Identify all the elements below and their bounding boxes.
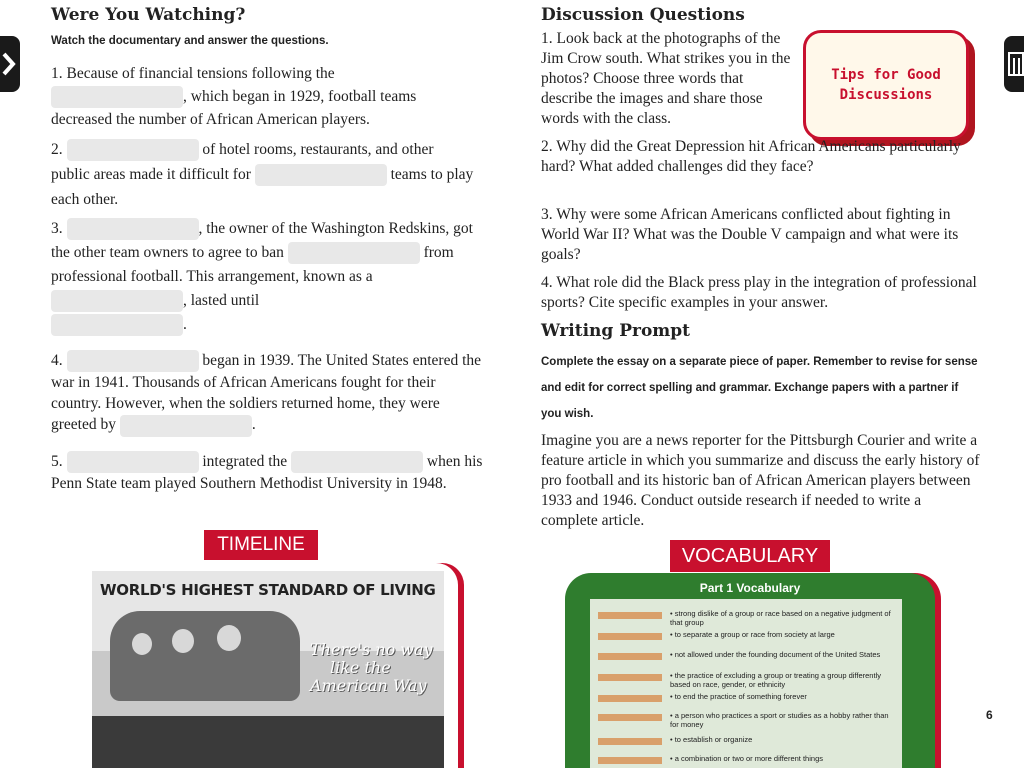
vocab-definition-text: the practice of excluding a group or treating a group differently based on race, gender, or ethnicity: [670, 671, 881, 689]
writing-instructions: Complete the essay on a separate piece of paper. Remember to revise for sense and edit for correct spelling and grammar. Exchange papers with a partner if you wish.: [541, 356, 978, 420]
timeline-button[interactable]: TIMELINE: [204, 530, 318, 560]
question-text: teams to play each other.: [51, 166, 474, 208]
answer-blank-1[interactable]: [51, 86, 183, 108]
answer-blank-3a[interactable]: [67, 218, 199, 240]
question-text: , which began in 1929, football teams decreased the number of African American players.: [51, 88, 417, 129]
tips-button-label: Tips for Good Discussions: [831, 67, 941, 103]
question-text: integrated the: [202, 453, 288, 470]
question-text: of hotel rooms, restaurants, and other: [202, 141, 434, 158]
question-text: from professional football. This arrangement, known as a: [51, 244, 454, 285]
passenger: [132, 633, 152, 655]
slogan-line: American Way: [310, 676, 427, 695]
writing-prompt-title: Writing Prompt: [541, 321, 691, 341]
question-number: 5.: [51, 453, 63, 470]
vocabulary-title: Part 1 Vocabulary: [699, 581, 801, 595]
worksheet-instructions: Watch the documentary and answer the questions.: [51, 35, 329, 47]
previous-page-button[interactable]: [0, 36, 20, 92]
question-number: 3.: [51, 220, 63, 237]
question-text: .: [251, 416, 256, 434]
chevron-right-icon: [0, 36, 20, 92]
worksheet-title: Were You Watching?: [51, 5, 246, 25]
writing-prompt-body: Imagine you are a news reporter for the Pittsburgh Courier and write a feature article in which you summarize and discuss the early history of pro football and its historic ban of African American players between 1933 and 1946. Conduct outside research if needed to write a complete article.: [541, 432, 980, 529]
discussion-question-2: 2. Why did the Great Depression hit African Americans particularly hard? What added challenges did they face?: [541, 138, 961, 175]
passenger: [217, 625, 241, 651]
vocab-item[interactable]: [598, 692, 898, 702]
vocab-definition: • the practice of excluding a group or treating a group differently based on race, gender, or ethnicity: [670, 671, 881, 689]
question-text: when his Penn State team played Southern Methodist University in 1948.: [51, 453, 483, 493]
question-number: 2.: [51, 141, 63, 158]
answer-blank-4b[interactable]: [120, 415, 252, 437]
next-page-button[interactable]: [1004, 36, 1024, 92]
vocab-definition: • strong dislike of a group or race based on a negative judgment of that group: [670, 609, 891, 627]
answer-blank-3c[interactable]: [51, 290, 183, 312]
vocab-definition-text: not allowed under the founding document of the United States: [674, 650, 881, 659]
passenger: [172, 629, 194, 653]
answer-blank-4a[interactable]: [67, 350, 199, 372]
question-4: [51, 350, 481, 437]
answer-blank-5b[interactable]: [291, 451, 423, 473]
vocab-definition: • not allowed under the founding document of the United States: [670, 650, 881, 659]
vocab-definition: • to establish or organize: [670, 735, 753, 744]
vocab-item[interactable]: [598, 609, 898, 627]
question-2: [51, 137, 486, 212]
vocab-definition-text: a person who practices a sport or studies as a hobby rather than for money: [670, 711, 889, 729]
vocab-item[interactable]: [598, 671, 898, 689]
question-text: Because of financial tensions following the: [66, 65, 335, 82]
discussion-question-4: 4. What role did the Black press play in the integration of professional sports? Cite specific examples in your answer.: [541, 274, 977, 311]
answer-blank-3b[interactable]: [288, 242, 420, 264]
vocab-definition: • a combination or two or more different things: [670, 754, 823, 763]
car-shape: [110, 611, 300, 701]
vocab-answer-slot[interactable]: [598, 714, 662, 721]
timeline-photo[interactable]: [78, 563, 458, 768]
question-3: [51, 217, 481, 337]
vocab-definition-text: to end the practice of something forever: [674, 692, 807, 701]
vocab-answer-slot[interactable]: [598, 695, 662, 702]
vocab-item[interactable]: [598, 711, 898, 729]
vocab-definition: • a person who practices a sport or studies as a hobby rather than for money: [670, 711, 889, 729]
answer-blank-5a[interactable]: [67, 451, 199, 473]
answer-blank-2a[interactable]: [67, 139, 199, 161]
answer-blank-3d[interactable]: [51, 314, 183, 336]
discussion-question-1: 1. Look back at the photographs of the Jim Crow south. What strikes you in the photos? Choose three words that describe the images and share those words with the class.: [541, 30, 791, 127]
question-text: , the owner of the Washington Redskins, got the other team owners to agree to ban: [51, 220, 473, 261]
vocab-item[interactable]: [598, 650, 898, 660]
question-5: [51, 451, 486, 494]
vocab-answer-slot[interactable]: [598, 738, 662, 745]
vocab-definition-text: to separate a group or race from society at large: [674, 630, 835, 639]
vocab-answer-slot[interactable]: [598, 633, 662, 640]
crowd-line: [92, 716, 444, 768]
question-number: 1.: [51, 65, 63, 82]
vocabulary-list: [590, 599, 902, 768]
vocab-answer-slot[interactable]: [598, 757, 662, 764]
photo-area: [92, 571, 444, 768]
billboard-text: WORLD'S HIGHEST STANDARD OF LIVING: [100, 581, 436, 599]
discussion-title: Discussion Questions: [541, 5, 745, 25]
question-text: , lasted until: [183, 292, 260, 309]
vocab-answer-slot[interactable]: [598, 612, 662, 619]
vocab-definition-text: to establish or organize: [674, 735, 753, 744]
vocab-answer-slot[interactable]: [598, 674, 662, 681]
question-text: began in 1939. The United States entered the war in 1941. Thousands of African Americans fought for their country. However, when the soldiers returned home, they were greeted by: [51, 352, 482, 434]
slogan-line: like the: [330, 658, 391, 677]
question-1: [51, 62, 481, 131]
billboard-slogan: [310, 641, 433, 695]
tips-for-discussions-button[interactable]: [803, 30, 969, 140]
vocab-answer-slot[interactable]: [598, 653, 662, 660]
slogan-line: There's no way: [310, 640, 433, 659]
vocab-definition: • to end the practice of something forever: [670, 692, 807, 701]
vocab-definition-text: strong dislike of a group or race based on a negative judgment of that group: [670, 609, 891, 627]
page-number: 6: [986, 708, 993, 722]
vocab-item[interactable]: [598, 630, 898, 640]
discussion-question-3: 3. Why were some African Americans conflicted about fighting in World War II? What was the Double V campaign and what were its goals?: [541, 206, 959, 263]
vocabulary-panel: [565, 573, 935, 768]
question-text: public areas made it difficult for: [51, 166, 251, 183]
question-text: .: [183, 316, 187, 333]
vocab-definition-text: a combination or two or more different things: [674, 754, 823, 763]
vocab-item[interactable]: [598, 735, 898, 745]
vocab-definition: • to separate a group or race from society at large: [670, 630, 835, 639]
vocabulary-button[interactable]: VOCABULARY: [670, 540, 830, 572]
vocab-item[interactable]: [598, 754, 898, 764]
panel-icon: [1004, 36, 1024, 92]
question-number: 4.: [51, 352, 63, 369]
answer-blank-2b[interactable]: [255, 164, 387, 186]
